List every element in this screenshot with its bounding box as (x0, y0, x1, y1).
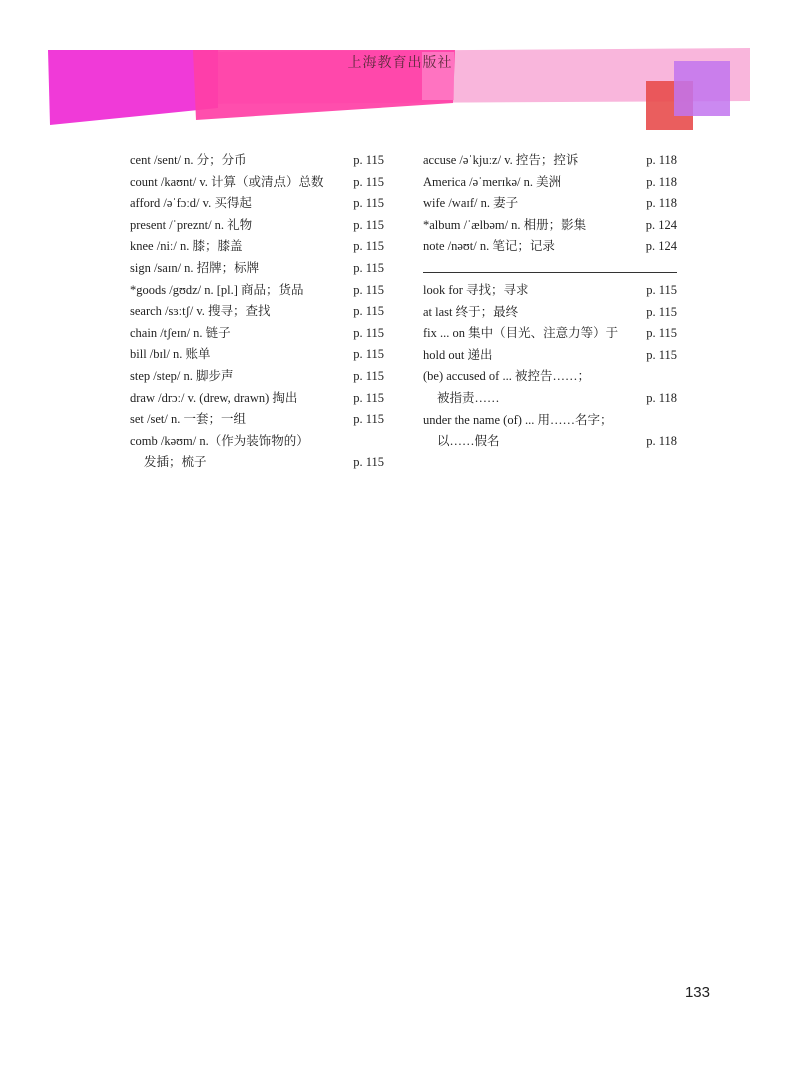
entry-term: comb /kəʊm/ n.（作为装饰物的） (130, 433, 309, 448)
entry-term: bill /bɪl/ n. 账单 (130, 347, 211, 362)
entry-term: accuse /əˈkjuːz/ v. 控告；控诉 (423, 153, 579, 167)
entry-term: 以……假名 (437, 434, 500, 449)
entry-page-ref: p. 118 (646, 434, 677, 449)
decor-square-violet (674, 61, 730, 116)
publisher-name: 上海教育出版社 (347, 56, 453, 71)
entry-term: chain /tʃeɪn/ n. 链子 (130, 325, 231, 340)
entry-page-ref: p. 118 (646, 390, 677, 405)
entry-term: present /ˈpreznt/ n. 礼物 (130, 217, 253, 232)
entry-term: count /kaʊnt/ v. 计算（或清点）总数 (130, 174, 324, 189)
entry-term: cent /sent/ n. 分；分币 (130, 153, 247, 167)
vocabulary-entry (130, 431, 384, 453)
entry-term: sign /saɪn/ n. 招牌；标牌 (130, 260, 260, 275)
entry-term: look for 寻找；寻求 (423, 282, 529, 297)
vocabulary-entry (130, 388, 384, 410)
entry-page-ref: p. 115 (353, 412, 384, 427)
entry-page-ref: p. 115 (646, 282, 677, 297)
entry-page-ref: p. 115 (646, 304, 677, 319)
right-column (423, 150, 677, 453)
phrase-entry (423, 280, 677, 302)
entry-term: afford /əˈfɔːd/ v. 买得起 (130, 196, 252, 211)
entry-term: hold out 递出 (423, 347, 493, 362)
entry-page-ref: p. 115 (353, 282, 384, 297)
vocabulary-entry (130, 150, 384, 172)
entry-page-ref: p. 118 (646, 153, 677, 167)
phrase-entry (423, 431, 677, 453)
vocabulary-entry (130, 172, 384, 194)
entry-page-ref: p. 124 (645, 239, 677, 254)
entry-term: search /sɜːtʃ/ v. 搜寻；查找 (130, 304, 271, 319)
entry-term: set /set/ n. 一套；一组 (130, 412, 246, 427)
phrase-list (423, 280, 677, 453)
entry-term: under the name (of) ... 用……名字； (423, 412, 613, 427)
entry-term: note /nəʊt/ n. 笔记；记录 (423, 239, 555, 254)
entry-page-ref: p. 115 (353, 347, 384, 362)
entry-term: wife /waɪf/ n. 妻子 (423, 196, 519, 211)
vocabulary-entry (130, 323, 384, 345)
entry-page-ref: p. 124 (645, 217, 677, 232)
vocabulary-entry (130, 452, 384, 474)
vocabulary-entry (423, 172, 677, 194)
entry-page-ref: p. 115 (353, 304, 384, 319)
phrase-entry (423, 323, 677, 345)
entry-page-ref: p. 118 (646, 174, 677, 189)
section-divider (423, 272, 677, 273)
entry-term: America /əˈmerɪkə/ n. 美洲 (423, 174, 562, 189)
entry-page-ref: p. 115 (353, 368, 384, 383)
entry-term: *goods /gʊdz/ n. [pl.] 商品；货品 (130, 282, 304, 297)
entry-term: at last 终于；最终 (423, 304, 519, 319)
vocabulary-entry (423, 150, 677, 172)
phrase-entry (423, 366, 677, 388)
vocabulary-entry (130, 193, 384, 215)
entry-term: 发插；梳子 (144, 455, 207, 470)
vocabulary-entry (130, 236, 384, 258)
vocabulary-entry (130, 258, 384, 280)
banner-magenta-shape (48, 50, 218, 125)
vocabulary-list-left (130, 150, 384, 474)
vocabulary-entry (423, 215, 677, 237)
phrase-entry (423, 302, 677, 324)
vocabulary-entry (130, 409, 384, 431)
entry-term: fix ... on 集中（目光、注意力等）于 (423, 326, 619, 341)
vocabulary-entry (423, 236, 677, 258)
entry-term: knee /niː/ n. 膝；膝盖 (130, 239, 243, 254)
entry-term: draw /drɔː/ v. (drew, drawn) 掏出 (130, 390, 298, 405)
vocabulary-entry (130, 344, 384, 366)
entry-page-ref: p. 115 (646, 326, 677, 341)
entry-page-ref: p. 115 (353, 455, 384, 470)
entry-page-ref: p. 115 (353, 239, 384, 254)
entry-page-ref: p. 115 (353, 196, 384, 211)
entry-page-ref: p. 115 (353, 390, 384, 405)
phrase-entry (423, 345, 677, 367)
entry-term: *album /ˈælbəm/ n. 相册；影集 (423, 217, 587, 232)
vocabulary-entry (423, 193, 677, 215)
entry-term: 被指责…… (437, 390, 500, 405)
phrase-entry (423, 410, 677, 432)
entry-page-ref: p. 115 (353, 174, 384, 189)
vocabulary-entry (130, 301, 384, 323)
vocabulary-entry (130, 215, 384, 237)
entry-page-ref: p. 115 (353, 153, 384, 167)
entry-term: (be) accused of ... 被控告……； (423, 369, 590, 384)
vocabulary-list-right (423, 150, 677, 258)
entry-page-ref: p. 115 (353, 325, 384, 340)
entry-term: step /step/ n. 脚步声 (130, 368, 234, 383)
vocabulary-entry (130, 280, 384, 302)
page-number: 133 (684, 984, 710, 1001)
entry-page-ref: p. 115 (646, 347, 677, 362)
entry-page-ref: p. 115 (353, 217, 384, 232)
entry-page-ref: p. 118 (646, 196, 677, 211)
entry-page-ref: p. 115 (353, 260, 384, 275)
vocabulary-entry (130, 366, 384, 388)
phrase-entry (423, 388, 677, 410)
